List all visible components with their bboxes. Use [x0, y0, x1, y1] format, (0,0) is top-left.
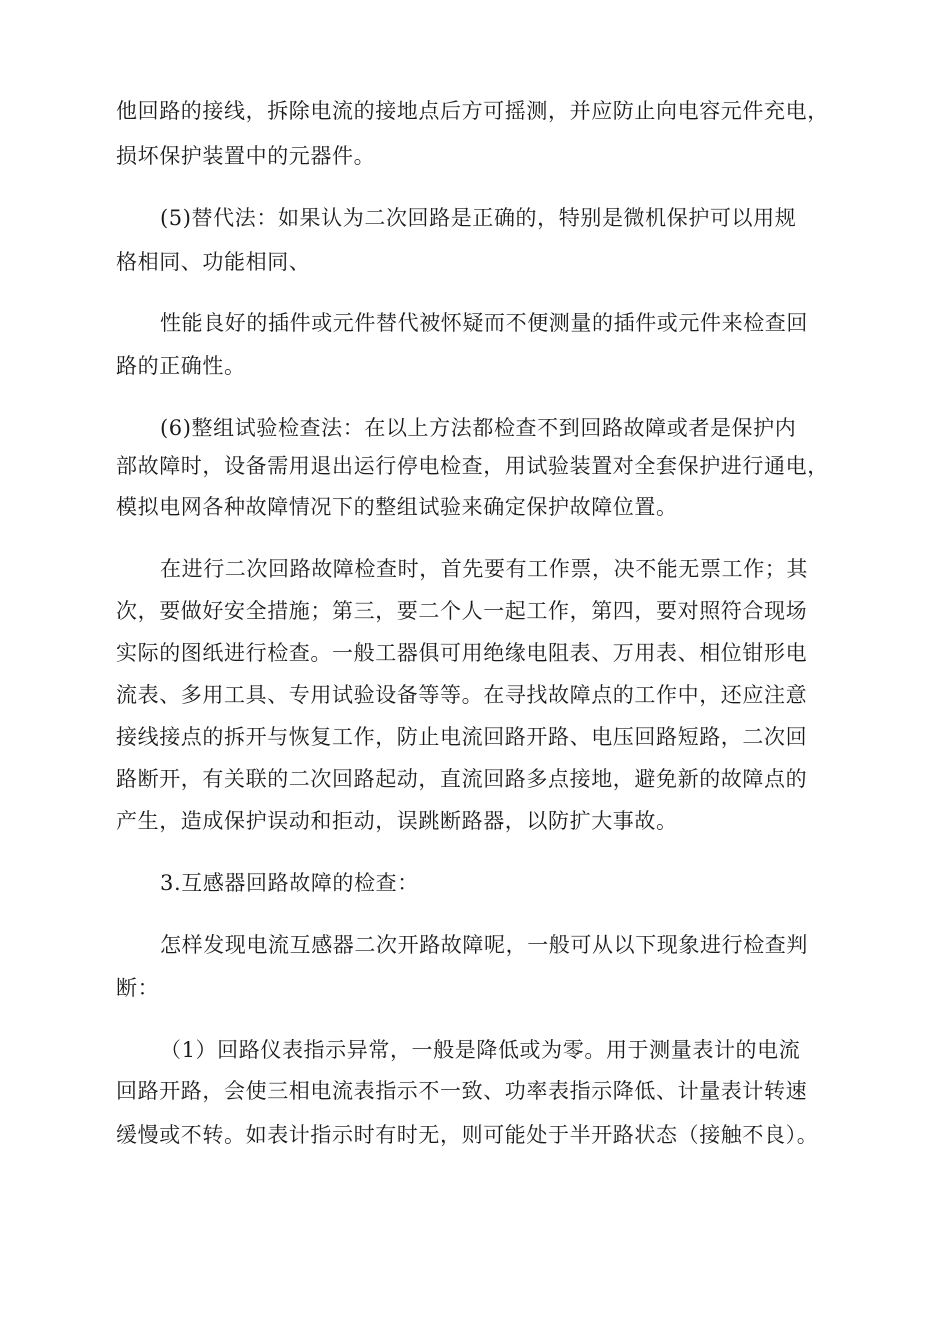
text-line: 格相同、功能相同、 — [116, 250, 311, 274]
text-line: （1）回路仪表指示异常，一般是降低或为零。用于测量表计的电流 — [160, 1038, 801, 1062]
text-line: 路的正确性。 — [116, 354, 246, 378]
text-line: (5)替代法：如果认为二次回路是正确的，特别是微机保护可以用规 — [160, 206, 797, 230]
text-line: 性能良好的插件或元件替代被怀疑而不便测量的插件或元件来检查回 — [160, 311, 808, 335]
text-line: 缓慢或不转。如表计指示时有时无，则可能处于半开路状态（接触不良）。 — [116, 1123, 819, 1147]
text-line: 断： — [116, 976, 160, 1000]
text-line: 模拟电网各种故障情况下的整组试验来确定保护故障位置。 — [116, 495, 678, 519]
text-line: 他回路的接线，拆除电流的接地点后方可摇测，并应防止向电容元件充电， — [116, 99, 829, 123]
text-line: 路断开，有关联的二次回路起动，直流回路多点接地，避免新的故障点的 — [116, 767, 808, 791]
text-line: (6)整组试验检查法：在以上方法都检查不到回路故障或者是保护内 — [160, 416, 797, 440]
text-line: 怎样发现电流互感器二次开路故障呢，一般可从以下现象进行检查判 — [160, 933, 808, 957]
section-heading: 3.互感器回路故障的检查： — [160, 871, 419, 895]
text-line: 回路开路，会使三相电流表指示不一致、功率表指示降低、计量表计转速 — [116, 1079, 808, 1103]
text-line: 接线接点的拆开与恢复工作，防止电流回路开路、电压回路短路，二次回 — [116, 725, 808, 749]
text-line: 产生，造成保护误动和拒动，误跳断路器，以防扩大事故。 — [116, 809, 678, 833]
text-line: 次，要做好安全措施；第三，要二个人一起工作，第四，要对照符合现场 — [116, 599, 808, 623]
text-line: 在进行二次回路故障检查时，首先要有工作票，决不能无票工作；其 — [160, 557, 808, 581]
text-line: 损坏保护装置中的元器件。 — [116, 144, 376, 168]
text-line: 部故障时，设备需用退出运行停电检查，用试验装置对全套保护进行通电， — [116, 454, 829, 478]
text-line: 实际的图纸进行检查。一般工器俱可用绝缘电阻表、万用表、相位钳形电 — [116, 641, 808, 665]
text-line: 流表、多用工具、专用试验设备等等。在寻找故障点的工作中，还应注意 — [116, 683, 808, 707]
